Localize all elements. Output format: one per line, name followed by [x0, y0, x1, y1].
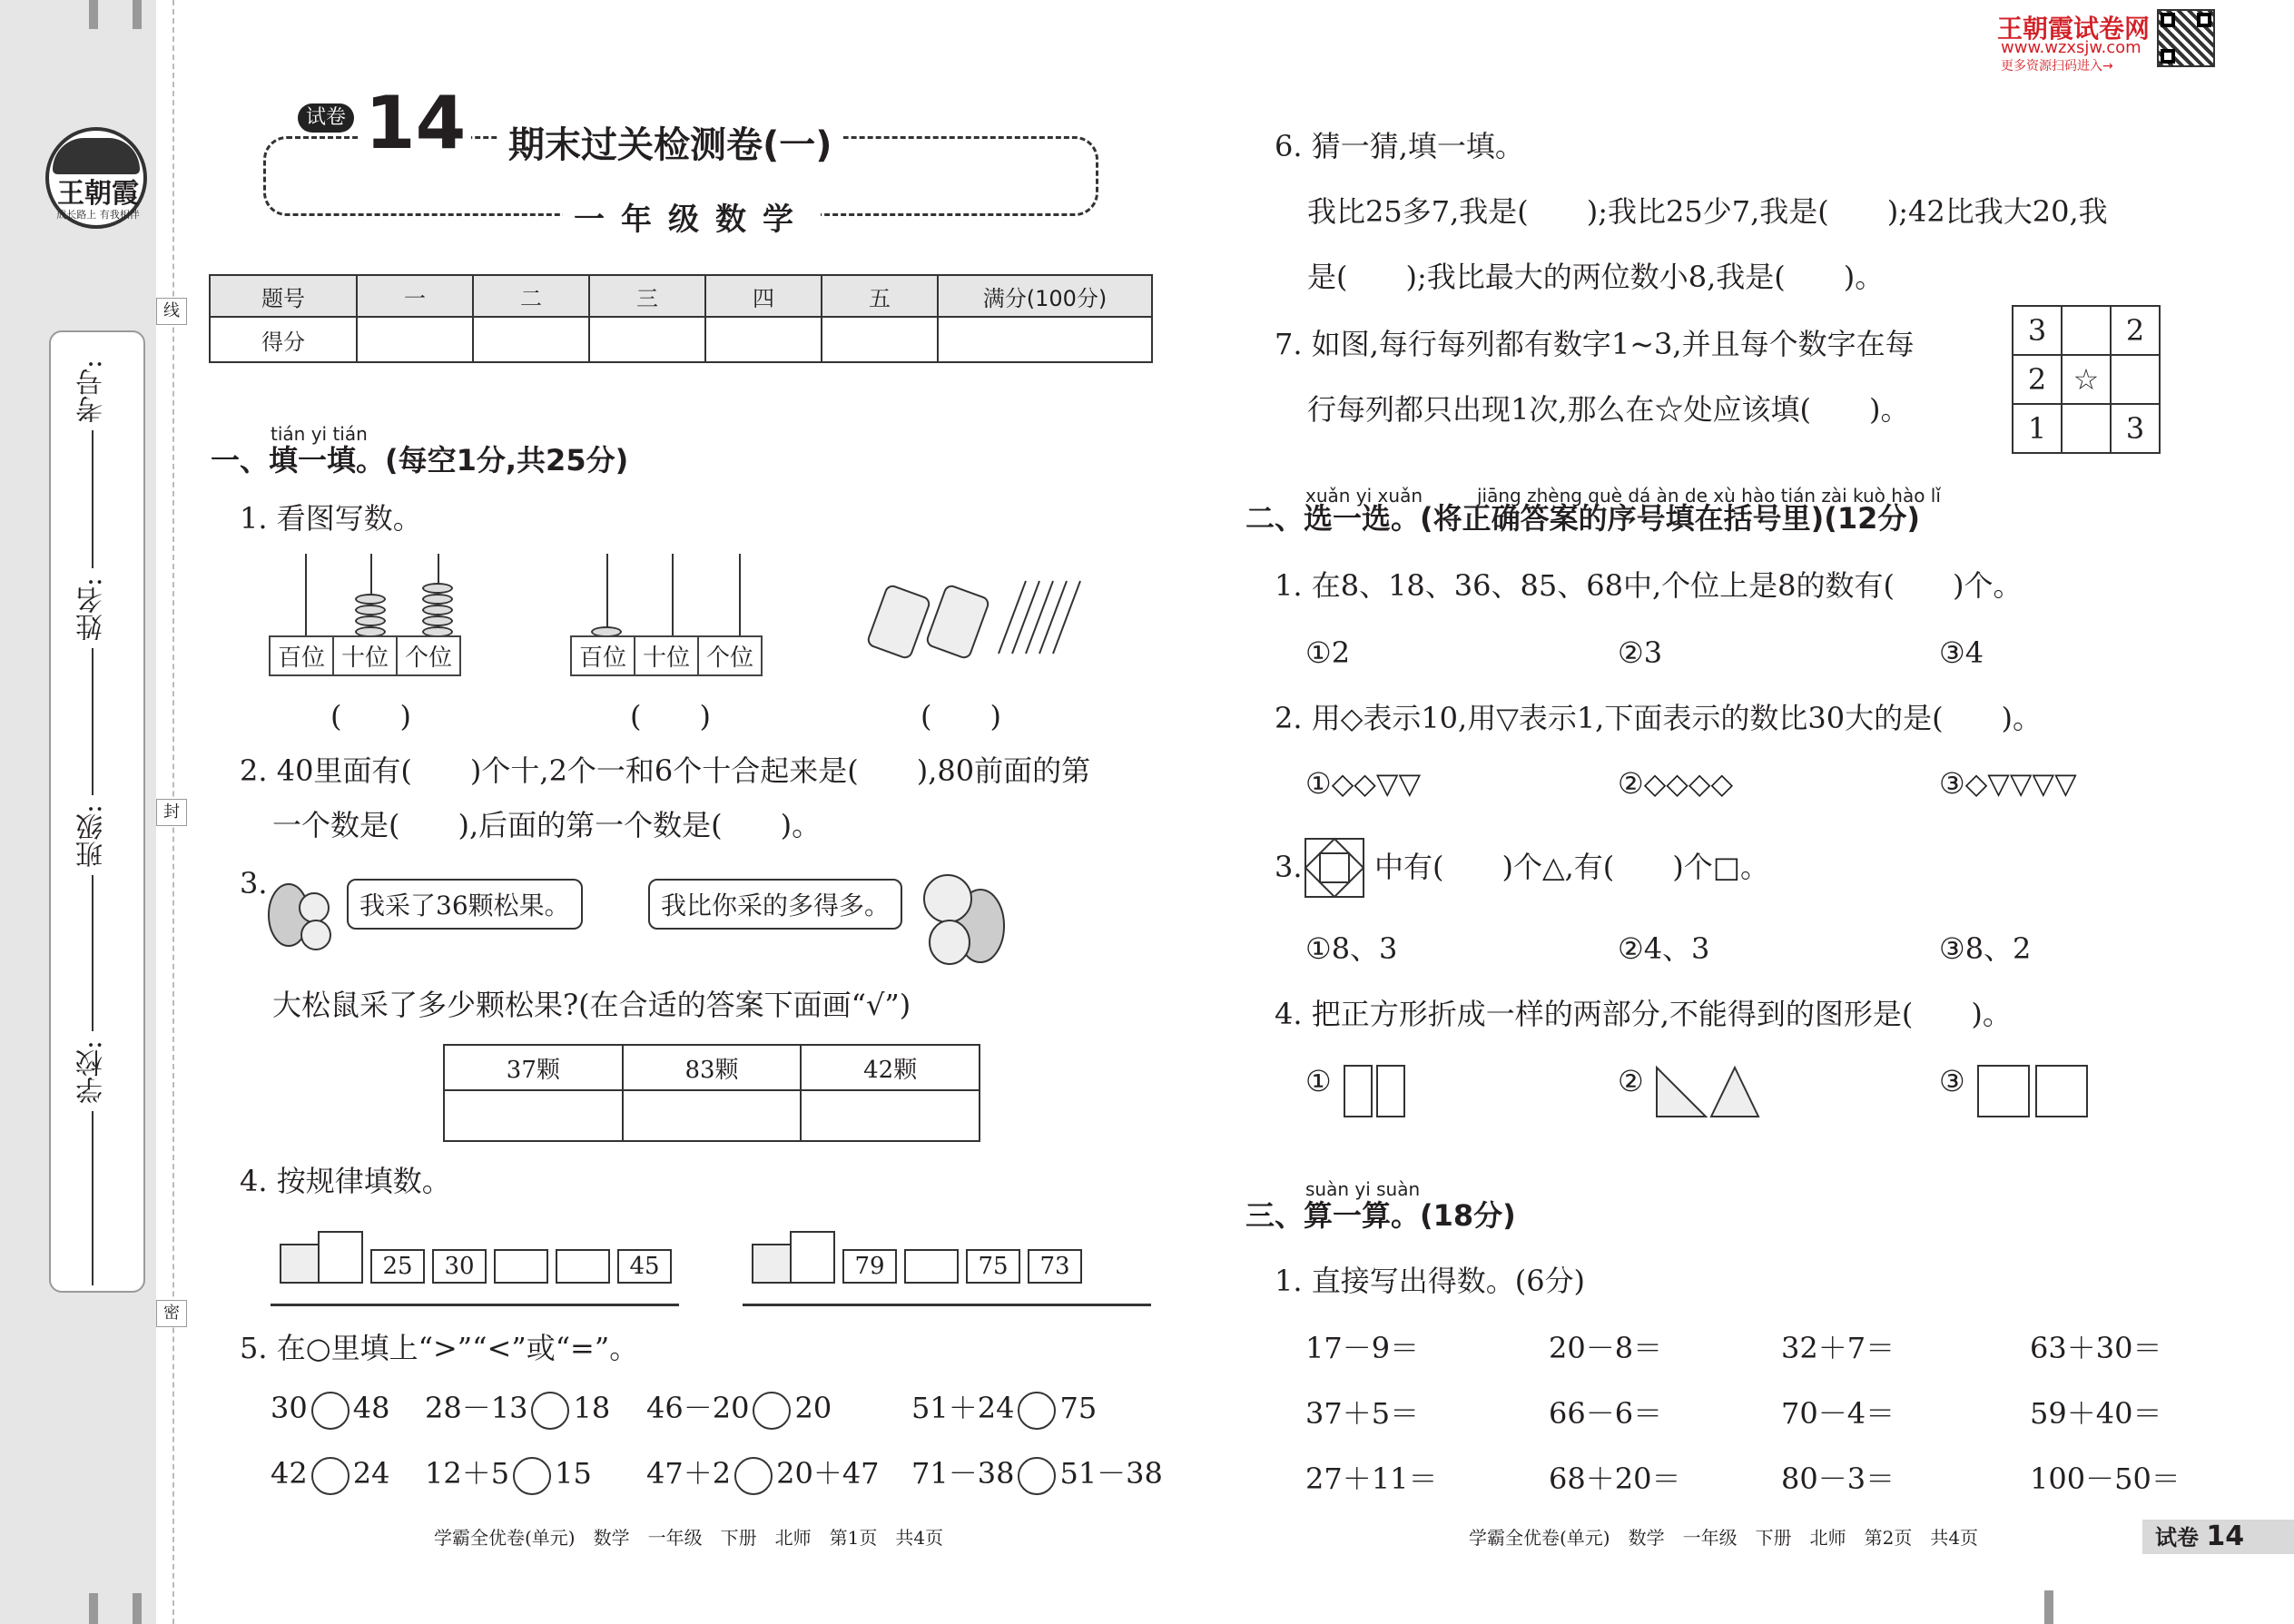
seal-mark-seal: 封 — [156, 799, 187, 826]
compare-circle[interactable] — [1018, 1457, 1056, 1495]
underline — [92, 875, 94, 1031]
grid-cell: 1 — [2013, 404, 2062, 453]
q5-item: 12＋5 15 — [425, 1456, 592, 1495]
place-label: 百位 — [572, 637, 635, 674]
score-cell[interactable] — [473, 317, 589, 362]
place-value-labels — [570, 635, 763, 676]
q1-answer-1[interactable]: ( ) — [330, 699, 411, 733]
qr-code-icon[interactable] — [2157, 9, 2215, 67]
q5-item: 30 48 — [271, 1391, 389, 1430]
calc-item[interactable]: 27＋11＝ — [1305, 1462, 1438, 1496]
place-label: 十位 — [334, 637, 398, 674]
q3-number: 3. — [240, 866, 268, 901]
bead — [422, 615, 453, 626]
watermark-note: 更多资源扫码进入→ — [2001, 59, 2113, 74]
bead — [422, 583, 453, 594]
score-table — [209, 274, 1153, 363]
seal-mark-line: 线 — [156, 298, 187, 325]
school-label: 学校: — [76, 1040, 108, 1105]
big-squirrel-image — [908, 862, 1008, 971]
score-header-cell: 五 — [822, 275, 938, 317]
rail — [743, 1304, 1151, 1306]
s2-q1-option[interactable]: ②3 — [1618, 635, 1663, 670]
two-rectangles-icon — [1341, 1064, 1410, 1118]
abacus-rod — [606, 554, 608, 635]
compare-circle[interactable] — [531, 1392, 569, 1430]
train-2 — [743, 1218, 1151, 1309]
square-diamond-figure — [1304, 837, 1365, 899]
watermark-url[interactable]: www.wzxsjw.com — [2001, 38, 2141, 57]
logo-tagline: 成长路上 有我相伴 — [56, 209, 140, 221]
s2-q2-option[interactable]: ②◇◇◇◇ — [1618, 766, 1734, 801]
grid-cell[interactable] — [2062, 404, 2111, 453]
exam-badge: 试卷 — [298, 103, 354, 133]
logo-cap — [53, 138, 140, 174]
calc-item[interactable]: 66－6＝ — [1549, 1396, 1663, 1431]
bead — [422, 594, 453, 605]
s2-q3-option[interactable]: ③8、2 — [1939, 931, 2032, 966]
bead — [355, 605, 386, 615]
score-cell[interactable] — [705, 317, 822, 362]
seal-mark-secret: 密 — [156, 1300, 187, 1327]
q3-question: 大松鼠采了多少颗松果?(在合适的答案下面画“√”) — [272, 988, 911, 1022]
exam-title: 期末过关检测卷(一) — [497, 116, 843, 168]
score-cell[interactable] — [357, 317, 473, 362]
school-field[interactable] — [73, 1040, 113, 1285]
score-row-label: 得分 — [210, 317, 357, 362]
grid-cell: 3 — [2111, 404, 2160, 453]
calc-item[interactable]: 100－50＝ — [2030, 1462, 2181, 1496]
compare-circle[interactable] — [734, 1457, 773, 1495]
s2-q1-option[interactable]: ①2 — [1305, 635, 1351, 670]
underline — [92, 430, 94, 568]
watermark-name: 王朝霞试卷网 — [1997, 14, 2151, 44]
calc-item[interactable]: 17－9＝ — [1305, 1331, 1420, 1365]
q5-item: 46－20 20 — [646, 1391, 832, 1430]
sudoku-grid — [2012, 305, 2161, 454]
abacus-2 — [570, 554, 773, 677]
train-car[interactable]: 25 — [370, 1249, 425, 1284]
score-table-header-row — [210, 275, 1152, 317]
section2-pinyin: xuǎn yi xuǎn jiāng zhèng què dá àn de xù hào tián zài kuò hào lǐ — [1305, 485, 1941, 507]
s2-q3-number: 3. — [1275, 850, 1303, 884]
bead — [355, 594, 386, 605]
class-field[interactable] — [73, 804, 113, 1031]
train-car[interactable]: 75 — [966, 1249, 1020, 1284]
calc-item[interactable]: 59＋40＝ — [2030, 1396, 2162, 1431]
train-car[interactable] — [494, 1249, 548, 1284]
q3-option: 37颗 — [444, 1045, 623, 1090]
q2-line1: 2. 40里面有( )个十,2个一和6个十合起来是( ),80前面的第 — [240, 753, 1091, 788]
s2-q2-option[interactable]: ①◇◇▽▽ — [1305, 766, 1422, 801]
q7-line2: 行每列都只出现1次,那么在☆处应该填( )。 — [1307, 392, 1910, 427]
place-label: 十位 — [635, 637, 699, 674]
grid-cell: 3 — [2013, 306, 2062, 355]
train-car[interactable]: 73 — [1028, 1249, 1082, 1284]
compare-circle[interactable] — [513, 1457, 551, 1495]
small-squirrel-image — [265, 871, 338, 951]
bead — [355, 615, 386, 626]
q3-check-cell[interactable] — [444, 1090, 623, 1141]
q1-text: 1. 看图写数。 — [240, 501, 422, 536]
q3-check-cell[interactable] — [623, 1090, 802, 1141]
exam-subtitle: 一年级数学 — [563, 194, 821, 239]
grid-row — [2013, 404, 2160, 453]
train-1 — [271, 1218, 679, 1309]
speech-bubble-left: 我采了36颗松果。 — [347, 879, 583, 930]
section3-pinyin: suàn yi suàn — [1305, 1178, 1421, 1200]
q1-answer-2[interactable]: ( ) — [630, 699, 711, 733]
locomotive-cab — [790, 1231, 835, 1284]
q5-item: 28－13 18 — [425, 1391, 610, 1430]
star-cell[interactable]: ☆ — [2062, 355, 2111, 404]
grid-cell: 2 — [2111, 306, 2160, 355]
abacus-rod — [672, 554, 674, 635]
compare-circle[interactable] — [1018, 1392, 1056, 1430]
q3-options-table — [443, 1044, 980, 1142]
q2-line2: 一个数是( ),后面的第一个数是( )。 — [272, 808, 822, 842]
q5-item: 71－38 51－38 — [911, 1456, 1163, 1495]
score-table-row — [210, 317, 1152, 362]
exam-no-field[interactable] — [73, 359, 113, 568]
calc-item[interactable]: 80－3＝ — [1781, 1462, 1895, 1496]
section1-pinyin: tián yi tián — [271, 423, 368, 445]
locomotive-cab — [318, 1231, 363, 1284]
sticks-bundle-image — [867, 563, 1094, 663]
s2-q4-option[interactable]: ① — [1305, 1064, 1410, 1118]
score-header-cell: 满分(100分) — [938, 275, 1152, 317]
q1-answer-3[interactable]: ( ) — [921, 699, 1001, 733]
score-cell[interactable] — [589, 317, 705, 362]
name-field[interactable] — [73, 577, 113, 795]
s2-q2-option[interactable]: ③◇▽▽▽▽ — [1939, 766, 2077, 801]
speech-bubble-right: 我比你采的多得多。 — [648, 879, 902, 930]
score-header-cell: 一 — [357, 275, 473, 317]
binding-mark — [2044, 1590, 2053, 1624]
abacus-1 — [269, 554, 472, 677]
calc-item[interactable]: 63＋30＝ — [2030, 1331, 2162, 1365]
score-header-cell: 题号 — [210, 275, 357, 317]
exam-number: 14 — [359, 87, 471, 160]
place-label: 个位 — [706, 645, 754, 672]
footer-left: 学霸全优卷(单元) 数学 一年级 下册 北师 第1页 共4页 — [434, 1527, 944, 1549]
name-label: 姓名: — [76, 577, 108, 642]
place-label: 百位 — [271, 637, 334, 674]
score-header-cell: 四 — [705, 275, 822, 317]
train-car[interactable] — [904, 1249, 959, 1284]
qr-corner — [2161, 49, 2175, 64]
s2-q4-option[interactable]: ② — [1618, 1064, 1762, 1118]
q6-line1: 我比25多7,我是( );我比25少7,我是( );42比我大20,我 — [1307, 194, 2108, 229]
score-cell[interactable] — [822, 317, 938, 362]
calc-item[interactable]: 20－8＝ — [1549, 1331, 1663, 1365]
s2-q2: 2. 用◇表示10,用▽表示1,下面表示的数比30大的是( )。 — [1275, 701, 2043, 735]
place-value-labels — [269, 635, 461, 676]
score-header-cell: 二 — [473, 275, 589, 317]
train-car[interactable] — [556, 1249, 610, 1284]
q4-text: 4. 按规律填数。 — [240, 1164, 451, 1198]
calc-item[interactable]: 70－4＝ — [1781, 1396, 1895, 1431]
s2-q3: 中有( )个△,有( )个□。 — [1374, 850, 1769, 884]
q5-item: 51＋24 75 — [911, 1391, 1097, 1430]
binding-mark — [89, 0, 98, 29]
s2-q4: 4. 把正方形折成一样的两部分,不能得到的图形是( )。 — [1275, 997, 2012, 1031]
q3-option: 83颗 — [623, 1045, 802, 1090]
s3-q1: 1. 直接写出得数。(6分) — [1275, 1264, 1586, 1298]
compare-circle[interactable] — [311, 1392, 350, 1430]
q3-options-row — [444, 1045, 980, 1090]
place-label: 个位 — [405, 645, 453, 672]
two-triangles-icon — [1653, 1064, 1762, 1118]
s2-q3-option[interactable]: ①8、3 — [1305, 931, 1398, 966]
rail — [271, 1304, 679, 1306]
q6-line2: 是( );我比最大的两位数小8,我是( )。 — [1307, 260, 1885, 294]
binding-mark — [133, 0, 142, 29]
exam-tab: 试卷 14 — [2142, 1520, 2294, 1554]
s2-q3-option[interactable]: ②4、3 — [1618, 931, 1710, 966]
q3-check-cell[interactable] — [801, 1090, 980, 1141]
train-car[interactable]: 45 — [617, 1249, 672, 1284]
logo-brand: 王朝霞 — [57, 178, 139, 210]
s2-q4-option[interactable]: ③ — [1939, 1064, 2092, 1120]
class-label: 班级: — [76, 804, 108, 869]
qr-corner — [2161, 13, 2175, 27]
underline — [92, 648, 94, 795]
grid-row — [2013, 355, 2160, 404]
q5-item: 42 24 — [271, 1456, 389, 1495]
abacus-rod — [739, 554, 741, 635]
exam-no-label: 考号: — [76, 359, 108, 424]
calc-item[interactable]: 68＋20＝ — [1549, 1462, 1681, 1496]
q5-item: 47＋2 20＋47 — [646, 1456, 880, 1495]
compare-circle[interactable] — [753, 1392, 791, 1430]
q5-text: 5. 在○里填上“>”“<”或“=”。 — [240, 1331, 639, 1365]
abacus-rod — [305, 554, 307, 635]
section2-heading: 二、选一选。(将正确答案的序号填在括号里)(12分) — [1245, 501, 1921, 536]
score-cell[interactable] — [938, 317, 1152, 362]
grid-cell: 2 — [2013, 355, 2062, 404]
train-car[interactable]: 30 — [432, 1249, 487, 1284]
two-squares-icon — [1974, 1064, 2092, 1120]
grid-row — [2013, 306, 2160, 355]
brand-logo — [45, 127, 147, 229]
calc-item[interactable]: 37＋5＝ — [1305, 1396, 1420, 1431]
underline — [92, 1111, 94, 1285]
bead — [422, 605, 453, 615]
compare-circle[interactable] — [311, 1457, 350, 1495]
q3-option: 42颗 — [801, 1045, 980, 1090]
s2-q1-option[interactable]: ③4 — [1939, 635, 1984, 670]
q6-text: 6. 猜一猜,填一填。 — [1275, 129, 1524, 163]
binding-mark — [89, 1593, 98, 1624]
train-car[interactable]: 79 — [842, 1249, 897, 1284]
q7-line1: 7. 如图,每行每列都有数字1~3,并且每个数字在每 — [1275, 327, 1915, 361]
q3-check-row — [444, 1090, 980, 1141]
binding-mark — [133, 1593, 142, 1624]
grid-cell[interactable] — [2111, 355, 2160, 404]
score-header-cell: 三 — [589, 275, 705, 317]
calc-item[interactable]: 32＋7＝ — [1781, 1331, 1895, 1365]
grid-cell[interactable] — [2062, 306, 2111, 355]
section1-heading: 一、填一填。(每空1分,共25分) — [211, 443, 629, 477]
section3-heading: 三、算一算。(18分) — [1245, 1198, 1516, 1233]
s2-q1: 1. 在8、18、36、85、68中,个位上是8的数有( )个。 — [1275, 568, 2023, 603]
student-info-card — [49, 330, 145, 1293]
footer-right: 学霸全优卷(单元) 数学 一年级 下册 北师 第2页 共4页 — [1469, 1527, 1979, 1549]
qr-corner — [2197, 13, 2211, 27]
